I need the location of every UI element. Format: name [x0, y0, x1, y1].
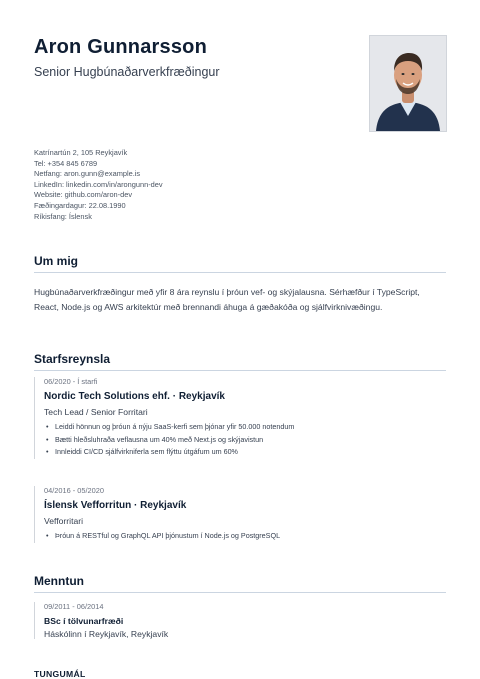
profile-photo	[369, 35, 447, 132]
section-divider	[34, 272, 446, 273]
job-bullet: • Þróun á RESTful og GraphQL API þjónustum í Node.js og PostgreSQL	[44, 530, 446, 543]
contact-birthdate: Fæðingardagur: 22.08.1990	[34, 200, 126, 210]
job-bullet: • Bætti hleðsluhraða veflausna um 40% með Next.js og skýjavistun	[44, 434, 446, 447]
job-company: Nordic Tech Solutions ehf. · Reykjavík	[44, 391, 225, 402]
job-date: 04/2016 - 05/2020	[44, 486, 104, 495]
education-date: 09/2011 - 06/2014	[44, 602, 104, 611]
job-bullets	[44, 421, 446, 459]
contact-phone: Tel: +354 845 6789	[34, 158, 98, 168]
job-date: 06/2020 - Í starfi	[44, 377, 98, 386]
job-bullets	[44, 530, 446, 543]
contact-website[interactable]: Website: github.com/aron-dev	[34, 190, 133, 200]
job-bullet: • Innleiddi CI/CD sjálfvirkniferla sem flýttu útgáfum um 60%	[44, 446, 446, 459]
section-divider	[34, 370, 446, 371]
portrait-image	[370, 36, 446, 131]
section-divider	[34, 592, 446, 593]
contact-email[interactable]: Netfang: aron.gunn@example.is	[34, 169, 141, 179]
about-text: Hugbúnaðarverkfræðingur með yfir 8 ára reynslu í þróun vef- og skýjalausna. Sérhæfður í TypeScript, React, Node.js og AWS arkitektúr með brennandi áhuga á gæðakóða og sjálfvirknivæðingu.	[34, 287, 420, 312]
education-entry	[34, 602, 446, 639]
job-entry	[34, 377, 446, 459]
job-company: Íslensk Vefforritun · Reykjavík	[44, 500, 187, 511]
experience-heading: Starfsreynsla	[34, 352, 111, 366]
person-name: Aron Gunnarsson	[34, 36, 208, 58]
job-bullet: • Leiddi hönnun og þróun á nýju SaaS-kerfi sem þjónar yfir 50.000 notendum	[44, 421, 446, 434]
contact-linkedin[interactable]: LinkedIn: linkedin.com/in/arongunn-dev	[34, 179, 163, 189]
job-title: Tech Lead / Senior Forritari	[44, 407, 148, 417]
job-title: Vefforritari	[44, 516, 84, 526]
job-entry	[34, 486, 446, 543]
contact-info	[34, 148, 163, 222]
education-school: Háskólinn í Reykjavík, Reykjavík	[44, 629, 169, 639]
contact-address: Katrínartún 2, 105 Reykjavík	[34, 148, 128, 157]
education-degree: BSc í tölvunarfræði	[44, 616, 124, 626]
about-heading: Um mig	[34, 254, 79, 268]
contact-nationality: Ríkisfang: Íslensk	[34, 211, 92, 221]
languages-heading: TUNGUMÁL	[34, 669, 86, 679]
job-role: Senior Hugbúnaðarverkfræðingur	[34, 65, 220, 79]
education-heading: Menntun	[34, 574, 84, 588]
